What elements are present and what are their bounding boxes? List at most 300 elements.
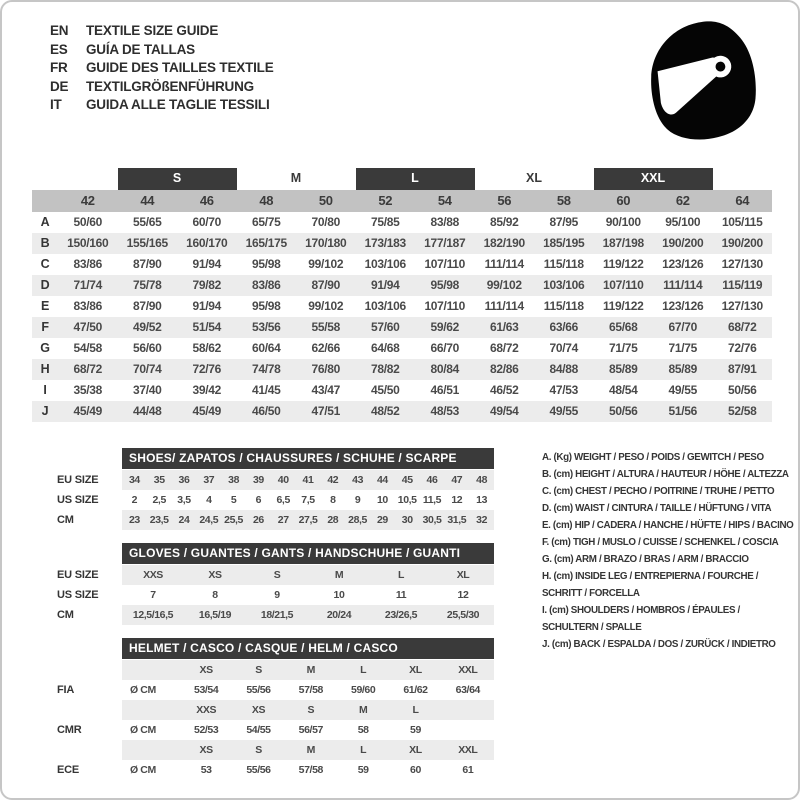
helmet-value-row <box>32 760 494 780</box>
legend-line: A. (Kg) WEIGHT / PESO / POIDS / GEWITCH / PESO <box>542 452 764 463</box>
measurement-row-label: G <box>40 341 50 355</box>
measurement-row <box>32 317 772 338</box>
value-cell: 170/180 <box>305 236 347 250</box>
value-cell: 90/100 <box>605 215 641 229</box>
size-header-cell: 62 <box>675 193 690 208</box>
value-cell: 48/54 <box>608 383 638 397</box>
value-cell: 11,5 <box>422 494 442 506</box>
unit-spacer <box>122 660 180 680</box>
helmet-size-table <box>32 638 494 780</box>
value-cell: 48/53 <box>430 404 460 418</box>
language-code: DE <box>50 78 69 94</box>
value-cell: 59/62 <box>430 320 460 334</box>
value-cell: 2 <box>131 494 138 506</box>
legend-line: D. (cm) WAIST / CINTURA / TAILLE / HÜFTUNG / VITA <box>542 503 772 514</box>
value-cell: 99/102 <box>486 278 522 292</box>
helmet-size-cell: M <box>306 744 315 756</box>
value-cell: 39/42 <box>192 383 222 397</box>
helmet-icon <box>642 16 770 144</box>
value-cell: 24,5 <box>199 514 219 526</box>
standard-label: ECE <box>57 764 80 776</box>
value-cell: 103/106 <box>543 278 585 292</box>
measurement-row-label: D <box>40 278 50 292</box>
legend-line: F. (cm) TIGH / MUSLO / CUISSE / SCHENKEL / COSCIA <box>542 537 779 548</box>
value-cell: 47 <box>451 474 463 486</box>
value-cell: 44 <box>376 474 388 486</box>
size-band-s: S <box>118 168 237 190</box>
section-row-label: EU SIZE <box>57 474 99 486</box>
value-cell: 10,5 <box>397 494 417 506</box>
helmet-size-cell: XS <box>199 664 213 676</box>
helmet-size-cell: M <box>358 704 368 716</box>
value-cell: 185/195 <box>543 236 585 250</box>
gloves-size-table <box>32 543 494 625</box>
value-cell: 18/21,5 <box>260 609 294 621</box>
value-cell: 103/106 <box>364 299 406 313</box>
value-cell: 34 <box>128 474 140 486</box>
value-cell: 91/94 <box>370 278 400 292</box>
value-cell: 55/65 <box>132 215 162 229</box>
value-cell: 55/58 <box>311 320 341 334</box>
value-cell: 71/75 <box>668 341 698 355</box>
value-cell: 58/62 <box>192 341 222 355</box>
guide-title: GUIDE DES TAILLES TEXTILE <box>86 60 274 75</box>
value-cell: 65/75 <box>251 215 281 229</box>
helmet-value-row <box>32 680 494 700</box>
section-values <box>122 565 494 585</box>
section-values <box>122 510 494 530</box>
value-cell: 7,5 <box>301 494 315 506</box>
standard-label: FIA <box>57 684 75 696</box>
language-code: IT <box>50 97 62 112</box>
value-cell: 105/115 <box>721 215 763 229</box>
value-cell: 72/76 <box>192 362 222 376</box>
value-cell: 111/114 <box>484 299 524 313</box>
value-cell: 64/68 <box>370 341 400 355</box>
size-header-cell: 60 <box>616 193 631 208</box>
language-row <box>50 96 274 115</box>
value-cell: 30 <box>401 514 413 526</box>
value-cell: 10 <box>333 589 345 601</box>
legend-line: H. (cm) INSIDE LEG / ENTREPIERNA / FOURCHE / <box>542 571 759 582</box>
guide-title: TEXTILGRÖßENFÜHRUNG <box>86 78 254 94</box>
size-header-cell: 52 <box>378 193 393 208</box>
value-cell: 47/50 <box>73 320 103 334</box>
section-label-spacer <box>32 700 122 720</box>
size-header-row <box>32 190 772 212</box>
guide-title: GUÍA DE TALLAS <box>86 41 195 57</box>
helmet-size-cell: M <box>306 664 315 676</box>
helmet-value-cell: 61/62 <box>403 684 428 696</box>
helmet-size-cell: XL <box>409 744 422 756</box>
section-row-label: US SIZE <box>57 589 99 601</box>
value-cell: 24 <box>178 514 190 526</box>
value-cell: 43/47 <box>311 383 341 397</box>
value-cell: 150/160 <box>67 236 109 250</box>
measurement-row <box>32 212 772 233</box>
diameter-unit: Ø CM <box>130 724 156 736</box>
measurement-row-label: H <box>40 362 50 376</box>
value-cell: 115/118 <box>543 299 584 313</box>
value-cell: 87/95 <box>549 215 579 229</box>
value-cell: 54/58 <box>73 341 103 355</box>
measurement-row-label: J <box>41 404 49 418</box>
value-cell: 190/200 <box>662 236 704 250</box>
value-cell: 78/82 <box>370 362 400 376</box>
value-cell: 49/55 <box>668 383 698 397</box>
legend-item <box>542 551 800 568</box>
helmet-size-cell: XXL <box>458 664 478 676</box>
value-cell: 23,5 <box>149 514 169 526</box>
helmet-size-cell: S <box>307 704 315 716</box>
value-cell: 35/38 <box>73 383 103 397</box>
value-cell: 45 <box>401 474 413 486</box>
section-row <box>32 565 494 585</box>
corner-cell <box>32 190 58 212</box>
helmet-size-header-row <box>32 660 494 680</box>
value-cell: 50/56 <box>727 383 757 397</box>
value-cell: 51/54 <box>192 320 222 334</box>
section-values <box>122 605 494 625</box>
value-cell: 13 <box>476 494 488 506</box>
section-row-label: CM <box>57 609 74 621</box>
value-cell: 60/64 <box>251 341 281 355</box>
legend-item <box>542 449 800 466</box>
value-cell: 60/70 <box>192 215 222 229</box>
value-cell: 49/52 <box>132 320 162 334</box>
value-cell: 87/90 <box>132 257 162 271</box>
size-band-m: M <box>290 171 302 185</box>
section-label-spacer <box>32 448 122 470</box>
size-header-cell: 64 <box>735 193 750 208</box>
value-cell: 70/74 <box>549 341 579 355</box>
section-label-spacer <box>32 543 122 565</box>
section-row <box>32 585 494 605</box>
value-cell: 68/72 <box>489 341 519 355</box>
value-cell: 123/126 <box>662 257 704 271</box>
size-band-xxl: XXL <box>594 168 713 190</box>
value-cell: 71/75 <box>608 341 638 355</box>
section-title-row <box>32 543 494 565</box>
value-cell: XS <box>208 569 222 581</box>
value-cell: 127/130 <box>721 257 763 271</box>
helmet-size-cell: L <box>360 664 367 676</box>
value-cell: 91/94 <box>192 257 222 271</box>
helmet-value-cell: 53 <box>200 764 212 776</box>
value-cell: 5 <box>230 494 237 506</box>
legend-line: G. (cm) ARM / BRAZO / BRAS / ARM / BRACCIO <box>542 554 749 565</box>
value-cell: 29 <box>376 514 388 526</box>
helmet-size-cell: S <box>255 664 262 676</box>
size-header-cell: 44 <box>140 193 155 208</box>
value-cell: 23 <box>128 514 140 526</box>
measurement-row-label: B <box>40 236 50 250</box>
section-values <box>122 470 494 490</box>
value-cell: 103/106 <box>364 257 406 271</box>
section-values <box>122 585 494 605</box>
legend-item <box>542 500 800 517</box>
legend-item <box>542 466 800 483</box>
value-cell: 63/66 <box>549 320 579 334</box>
value-cell: 160/170 <box>186 236 228 250</box>
value-cell: 83/86 <box>73 299 103 313</box>
measurement-row <box>32 359 772 380</box>
legend-line: C. (cm) CHEST / PECHO / POITRINE / TRUHE / PETTO <box>542 486 775 497</box>
value-cell: 115/119 <box>722 278 763 292</box>
helmet-size-cell <box>442 700 494 720</box>
value-cell: 49/55 <box>549 404 579 418</box>
value-cell: M <box>334 569 344 581</box>
language-row <box>50 41 274 60</box>
measurement-legend <box>542 449 800 653</box>
value-cell: 46/51 <box>430 383 460 397</box>
language-row <box>50 59 274 78</box>
value-cell: 36 <box>178 474 190 486</box>
value-cell: 7 <box>150 589 156 601</box>
value-cell: 70/74 <box>132 362 162 376</box>
value-cell: 82/86 <box>489 362 519 376</box>
value-cell: 56/60 <box>132 341 162 355</box>
section-row <box>32 470 494 490</box>
measurement-row <box>32 401 772 422</box>
value-cell: 12 <box>451 494 463 506</box>
helmet-size-cell: L <box>360 744 367 756</box>
language-code: ES <box>50 41 68 57</box>
value-cell: 3,5 <box>177 494 191 506</box>
value-cell: 85/89 <box>608 362 638 376</box>
value-cell: 95/98 <box>430 278 460 292</box>
helmet-size-cell: XS <box>199 744 213 756</box>
value-cell: 40 <box>277 474 289 486</box>
size-header-cell: 56 <box>497 193 512 208</box>
value-cell: 26 <box>252 514 264 526</box>
legend-item <box>542 636 800 653</box>
value-cell: 41 <box>302 474 314 486</box>
value-cell: 127/130 <box>721 299 763 313</box>
helmet-values <box>122 680 494 700</box>
helmet-value-cell: 58 <box>357 724 369 736</box>
measurement-row-label: I <box>43 383 47 397</box>
value-cell: 182/190 <box>483 236 525 250</box>
value-cell: XL <box>456 569 470 581</box>
language-row <box>50 78 274 97</box>
value-cell: 79/82 <box>192 278 222 292</box>
helmet-sizes <box>122 740 494 760</box>
value-cell: 165/175 <box>245 236 287 250</box>
helmet-value-cell: 52/53 <box>194 724 219 736</box>
value-cell: 9 <box>354 494 361 506</box>
helmet-value-row <box>32 720 494 740</box>
helmet-value-cell: 55/56 <box>246 764 271 776</box>
value-cell: 91/94 <box>192 299 222 313</box>
helmet-size-header-row <box>32 740 494 760</box>
size-header-cell: 58 <box>556 193 571 208</box>
value-cell: 28,5 <box>348 514 367 526</box>
value-cell: 44/48 <box>132 404 162 418</box>
value-cell: 50/60 <box>73 215 103 229</box>
value-cell: 20/24 <box>326 609 352 621</box>
helmet-size-cell: XXS <box>196 704 217 716</box>
value-cell: 43 <box>352 474 364 486</box>
measurement-row <box>32 275 772 296</box>
measurement-row <box>32 296 772 317</box>
value-cell: 123/126 <box>662 299 704 313</box>
diameter-unit: Ø CM <box>130 764 156 776</box>
helmet-size-cell: XL <box>409 664 422 676</box>
value-cell: 48 <box>476 474 488 486</box>
value-cell: 83/86 <box>73 257 103 271</box>
value-cell: 4 <box>206 494 212 506</box>
value-cell: 49/54 <box>489 404 519 418</box>
value-cell: 30,5 <box>422 514 442 526</box>
value-cell: 35 <box>153 474 165 486</box>
value-cell: 39 <box>252 474 264 486</box>
value-cell: 76/80 <box>311 362 341 376</box>
helmet-value-cell: 59/60 <box>351 684 376 696</box>
value-cell: 52/58 <box>727 404 757 418</box>
helmet-value-cell: 57/58 <box>298 684 323 696</box>
value-cell: 47/53 <box>549 383 579 397</box>
value-cell: 173/183 <box>364 236 406 250</box>
legend-item <box>542 483 800 500</box>
value-cell: XXS <box>143 569 163 581</box>
value-cell: 6,5 <box>276 494 290 506</box>
measurement-row <box>32 233 772 254</box>
value-cell: 95/98 <box>251 299 281 313</box>
value-cell: 61/63 <box>489 320 519 334</box>
size-header-cell: 48 <box>259 193 274 208</box>
value-cell: 190/200 <box>721 236 763 250</box>
size-header-cell: 54 <box>437 193 452 208</box>
helmet-size-cell: S <box>255 744 262 756</box>
value-cell: 115/118 <box>543 257 584 271</box>
value-cell: 75/78 <box>132 278 162 292</box>
language-code: FR <box>50 60 68 75</box>
value-cell: 25,5 <box>224 514 243 526</box>
measurement-row <box>32 338 772 359</box>
value-cell: 107/110 <box>602 278 644 292</box>
value-cell: 119/122 <box>602 257 644 271</box>
legend-line: SCHULTERN / SPALLE <box>542 622 642 633</box>
standard-label: CMR <box>57 724 82 736</box>
value-cell: 10 <box>376 494 388 506</box>
value-cell: 25,5/30 <box>446 609 480 621</box>
section-title: GLOVES / GUANTES / GANTS / HANDSCHUHE / GUANTI <box>122 543 494 564</box>
legend-item <box>542 534 800 551</box>
value-cell: 8 <box>330 494 336 506</box>
value-cell: 28 <box>327 514 339 526</box>
measurement-row-label: C <box>40 257 50 271</box>
value-cell: 107/110 <box>424 257 466 271</box>
helmet-value-cell: 59 <box>357 764 369 776</box>
helmet-value-cell: 57/58 <box>298 764 323 776</box>
value-cell: 83/88 <box>430 215 460 229</box>
value-cell: 27,5 <box>298 514 318 526</box>
shoes-size-table <box>32 448 494 530</box>
section-title: HELMET / CASCO / CASQUE / HELM / CASCO <box>122 638 494 659</box>
value-cell: 45/50 <box>370 383 400 397</box>
helmet-sizes <box>122 700 494 720</box>
value-cell: 31,5 <box>447 514 467 526</box>
legend-item <box>542 517 800 534</box>
value-cell: 87/90 <box>132 299 162 313</box>
section-values <box>122 490 494 510</box>
legend-line: I. (cm) SHOULDERS / HOMBROS / ÉPAULES / <box>542 605 740 616</box>
value-cell: 45/49 <box>192 404 222 418</box>
value-cell: 177/187 <box>424 236 466 250</box>
value-cell: 111/114 <box>484 257 524 271</box>
size-header-cell: 42 <box>80 193 95 208</box>
section-title: SHOES/ ZAPATOS / CHAUSSURES / SCHUHE / SCARPE <box>122 448 494 469</box>
unit-spacer <box>122 700 180 720</box>
value-cell: 23/26,5 <box>384 609 418 621</box>
value-cell: 67/70 <box>668 320 698 334</box>
measurement-row-label: E <box>40 299 50 313</box>
value-cell: 12,5/16,5 <box>132 609 174 621</box>
textile-size-table <box>32 168 772 422</box>
value-cell: 37 <box>203 474 215 486</box>
value-cell: 187/198 <box>602 236 644 250</box>
value-cell: 42 <box>327 474 339 486</box>
section-row <box>32 605 494 625</box>
section-row-label: EU SIZE <box>57 569 99 581</box>
value-cell: 41/45 <box>251 383 281 397</box>
value-cell: 37/40 <box>132 383 162 397</box>
size-header-cell: 50 <box>318 193 333 208</box>
helmet-value-cell: 60 <box>410 764 421 776</box>
value-cell: 85/92 <box>489 215 519 229</box>
section-title-row <box>32 638 494 660</box>
value-cell: 2,5 <box>152 494 166 506</box>
value-cell: 99/102 <box>308 257 344 271</box>
helmet-values <box>122 720 494 740</box>
value-cell: 47/51 <box>311 404 341 418</box>
helmet-sizes <box>122 660 494 680</box>
language-row <box>50 22 274 41</box>
section-label-spacer <box>32 638 122 660</box>
size-header-cell: 46 <box>199 193 214 208</box>
value-cell: 70/80 <box>311 215 341 229</box>
value-cell: 84/88 <box>549 362 579 376</box>
value-cell: 87/91 <box>727 362 757 376</box>
value-cell: 45/49 <box>73 404 103 418</box>
value-cell: 72/76 <box>727 341 757 355</box>
value-cell: 87/90 <box>311 278 341 292</box>
value-cell: 99/102 <box>308 299 344 313</box>
value-cell: 65/68 <box>608 320 638 334</box>
value-cell: 53/56 <box>251 320 281 334</box>
helmet-value-cell: 53/54 <box>194 684 219 696</box>
section-title-row <box>32 448 494 470</box>
value-cell: 46 <box>426 474 438 486</box>
value-cell: 80/84 <box>430 362 460 376</box>
section-label-spacer <box>32 660 122 680</box>
language-title-list <box>50 22 274 115</box>
legend-line: B. (cm) HEIGHT / ALTURA / HAUTEUR / HÖHE / ALTEZZA <box>542 469 789 480</box>
value-cell: 6 <box>255 494 262 506</box>
size-band-l: L <box>356 168 475 190</box>
value-cell: 46/50 <box>251 404 281 418</box>
value-cell: 46/52 <box>489 383 519 397</box>
section-row <box>32 510 494 530</box>
value-cell: S <box>273 569 281 581</box>
value-cell: 71/74 <box>73 278 103 292</box>
helmet-size-cell: L <box>412 704 419 716</box>
measurement-row <box>32 254 772 275</box>
helmet-values <box>122 760 494 780</box>
value-cell: 57/60 <box>370 320 400 334</box>
helmet-value-cell <box>442 720 494 740</box>
